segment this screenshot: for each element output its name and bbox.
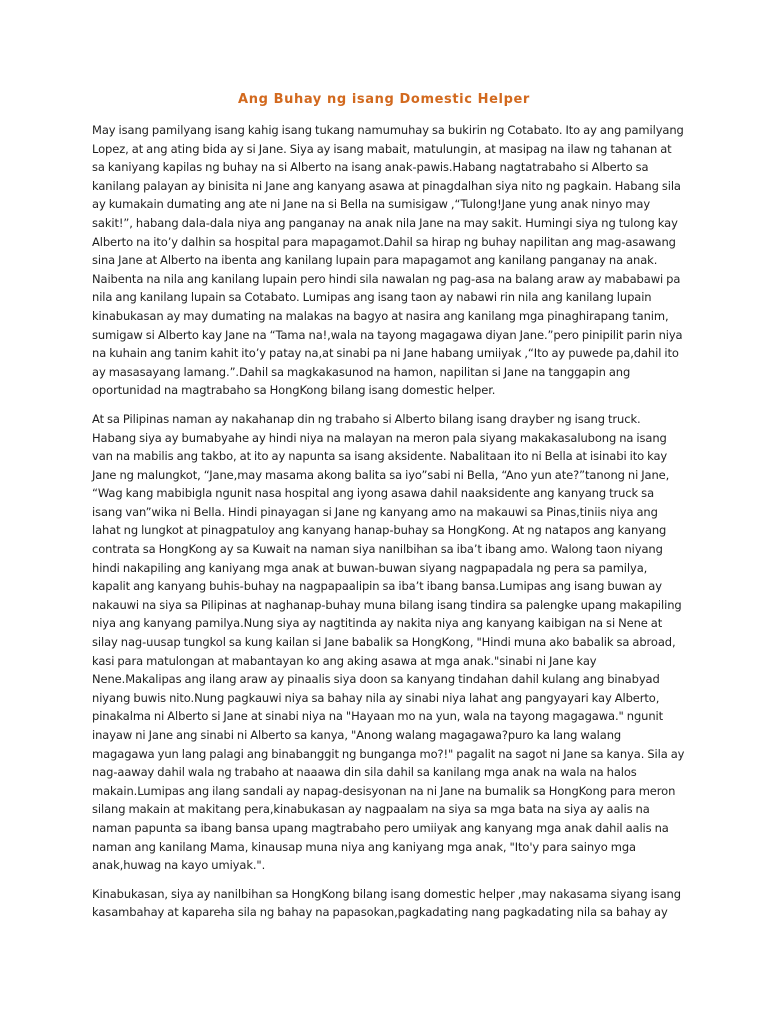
document-title: Ang Buhay ng isang Domestic Helper: [238, 92, 530, 107]
paragraph-2: At sa Pilipinas naman ay nakahanap din ng trabaho si Alberto bilang isang drayber ng isang truck. Habang siya ay bumabyahe ay hindi niya na malayan na meron pala siyang makakasalubong na isang van na mabilis ang takbo, at ito ay napunta sa isang aksidente. Nabalitaan ito ni Bella at isinabi ito kay Jane ng malungkot, “Jane,may masama akong balita sa iyo”sabi ni Bella, “Ano yun ate?”tanong ni Jane, “Wag kang mabibigla ngunit nasa hospital ang iyong asawa dahil naaksidente ang kanyang truck sa isang van”wika ni Bella. Hindi pinayagan si Jane ng kanyang amo na makauwi sa Pinas,tiniis niya ang lahat ng lungkot at pinagpatuloy ang kanyang hanap-buhay sa HongKong. At ng natapos ang kanyang contrata sa HongKong ay sa Kuwait na naman siya nanilbihan sa iba’t ibang amo. Walong taon niyang hindi nakapiling ang kaniyang mga anak at buwan-buwan siyang nagpapadala ng pera sa pamilya, kapalit ang kanyang buhis-buhay na nagpapaalipin sa iba’t ibang bansa.Lumipas ang isang buwan ay nakauwi na siya sa Pilipinas at naghanap-buhay muna bilang isang tindira sa palengke upang makapiling niya ang kanyang pamilya.Nung siya ay nagtitinda ay nakita niya ang kanyang kaibigan na si Nene at silay nag-uusap tungkol sa kung kailan si Jane babalik sa HongKong, "Hindi muna ako babalik sa abroad, kasi para matulongan at mabantayan ko ang aking asawa at mga anak."sinabi ni Jane kay Nene.Makalipas ang ilang araw ay pinaalis siya doon sa kanyang tindahan dahil kulang ang binabyad niyang buwis nito.Nung pagkauwi niya sa bahay nila ay sinabi niya lahat ang pangyayari kay Alberto, pinakalma ni Alberto si Jane at sinabi niya na "Hayaan mo na yun, wala na tayong magagawa." ngunit inayaw ni Jane ang sinabi ni Alberto sa kanya, "Anong walang magagawa?puro ka lang walang magagawa yun lang palagi ang binabanggit ng bunganga mo?!" pagalit na sagot ni Jane sa kanya. Sila ay nag-aaway dahil wala ng trabaho at naaawa din sila dahil sa kanilang mga anak na wala na halos makain.Lumipas ang ilang sandali ay napag-desisyonan na ni Jane na bumalik sa HongKong para meron silang makain at makitang pera,kinabukasan ay nagpaalam na siya sa mga bata na siya ay aalis na naman papunta sa ibang bansa upang magtrabaho pero umiiyak ang kanyang mga anak dahil aalis na naman ang kanilang Mama, kinausap muna niya ang kaniyang mga anak, "Ito'y para sainyo mga anak,huwag na kayo umiyak.".: [92, 411, 685, 873]
paragraph-3: Kinabukasan, siya ay nanilbihan sa HongKong bilang isang domestic helper ,may nakasama siyang isang kasambahay at kapareha sila ng bahay na papasokan,pagkadating nang pagkadating nila sa bahay ay: [92, 886, 681, 920]
paragraph-1: May isang pamilyang isang kahig isang tukang namumuhay sa bukirin ng Cotabato. Ito ay ang pamilyang Lopez, at ang ating bida ay si Jane. Siya ay isang mabait, matulungin, at masipag na ilaw ng tahanan at sa kaniyang kapilas ng buhay na si Alberto na isang anak-pawis.Habang nagtatrabaho si Alberto sa kanilang palayan ay binisita ni Jane ang kanyang asawa at pinagdalhan siya nito ng pagkain. Habang sila ay kumakain dumating ang ate ni Jane na si Bella na sumisigaw ,“Tulong!Jane yung anak ninyo may sakit!”, habang dala-dala niya ang panganay na anak nila Jane na may sakit. Humingi siya ng tulong kay Alberto na ito’y dalhin sa hospital para mapagamot.Dahil sa hirap ng buhay napilitan ang mag-asawang sina Jane at Alberto na ibenta ang kanilang lupain para mapagamot ang kanilang panganay na anak. Naibenta na nila ang kanilang lupain pero hindi sila nawalan ng pag-asa na balang araw ay mababawi pa nila ang kanilang lupain sa Cotabato. Lumipas ang isang taon ay nabawi rin nila ang kanilang lupain kinabukasan ay may dumating na malakas na bagyo at nasira ang kanilang mga pinaghirapang tanim, sumigaw si Alberto kay Jane na “Tama na!,wala na tayong magagawa diyan Jane.”pero pinipilit parin niya na kuhain ang tanim kahit ito’y patay na,at sinabi pa ni Jane habang umiiyak ,“Ito ay puwede pa,dahil ito ay masasayang lamang.”.Dahil sa magkakasunod na hamon, napilitan si Jane na tanggapin ang oportunidad na magtrabaho sa HongKong bilang isang domestic helper.: [92, 123, 684, 398]
